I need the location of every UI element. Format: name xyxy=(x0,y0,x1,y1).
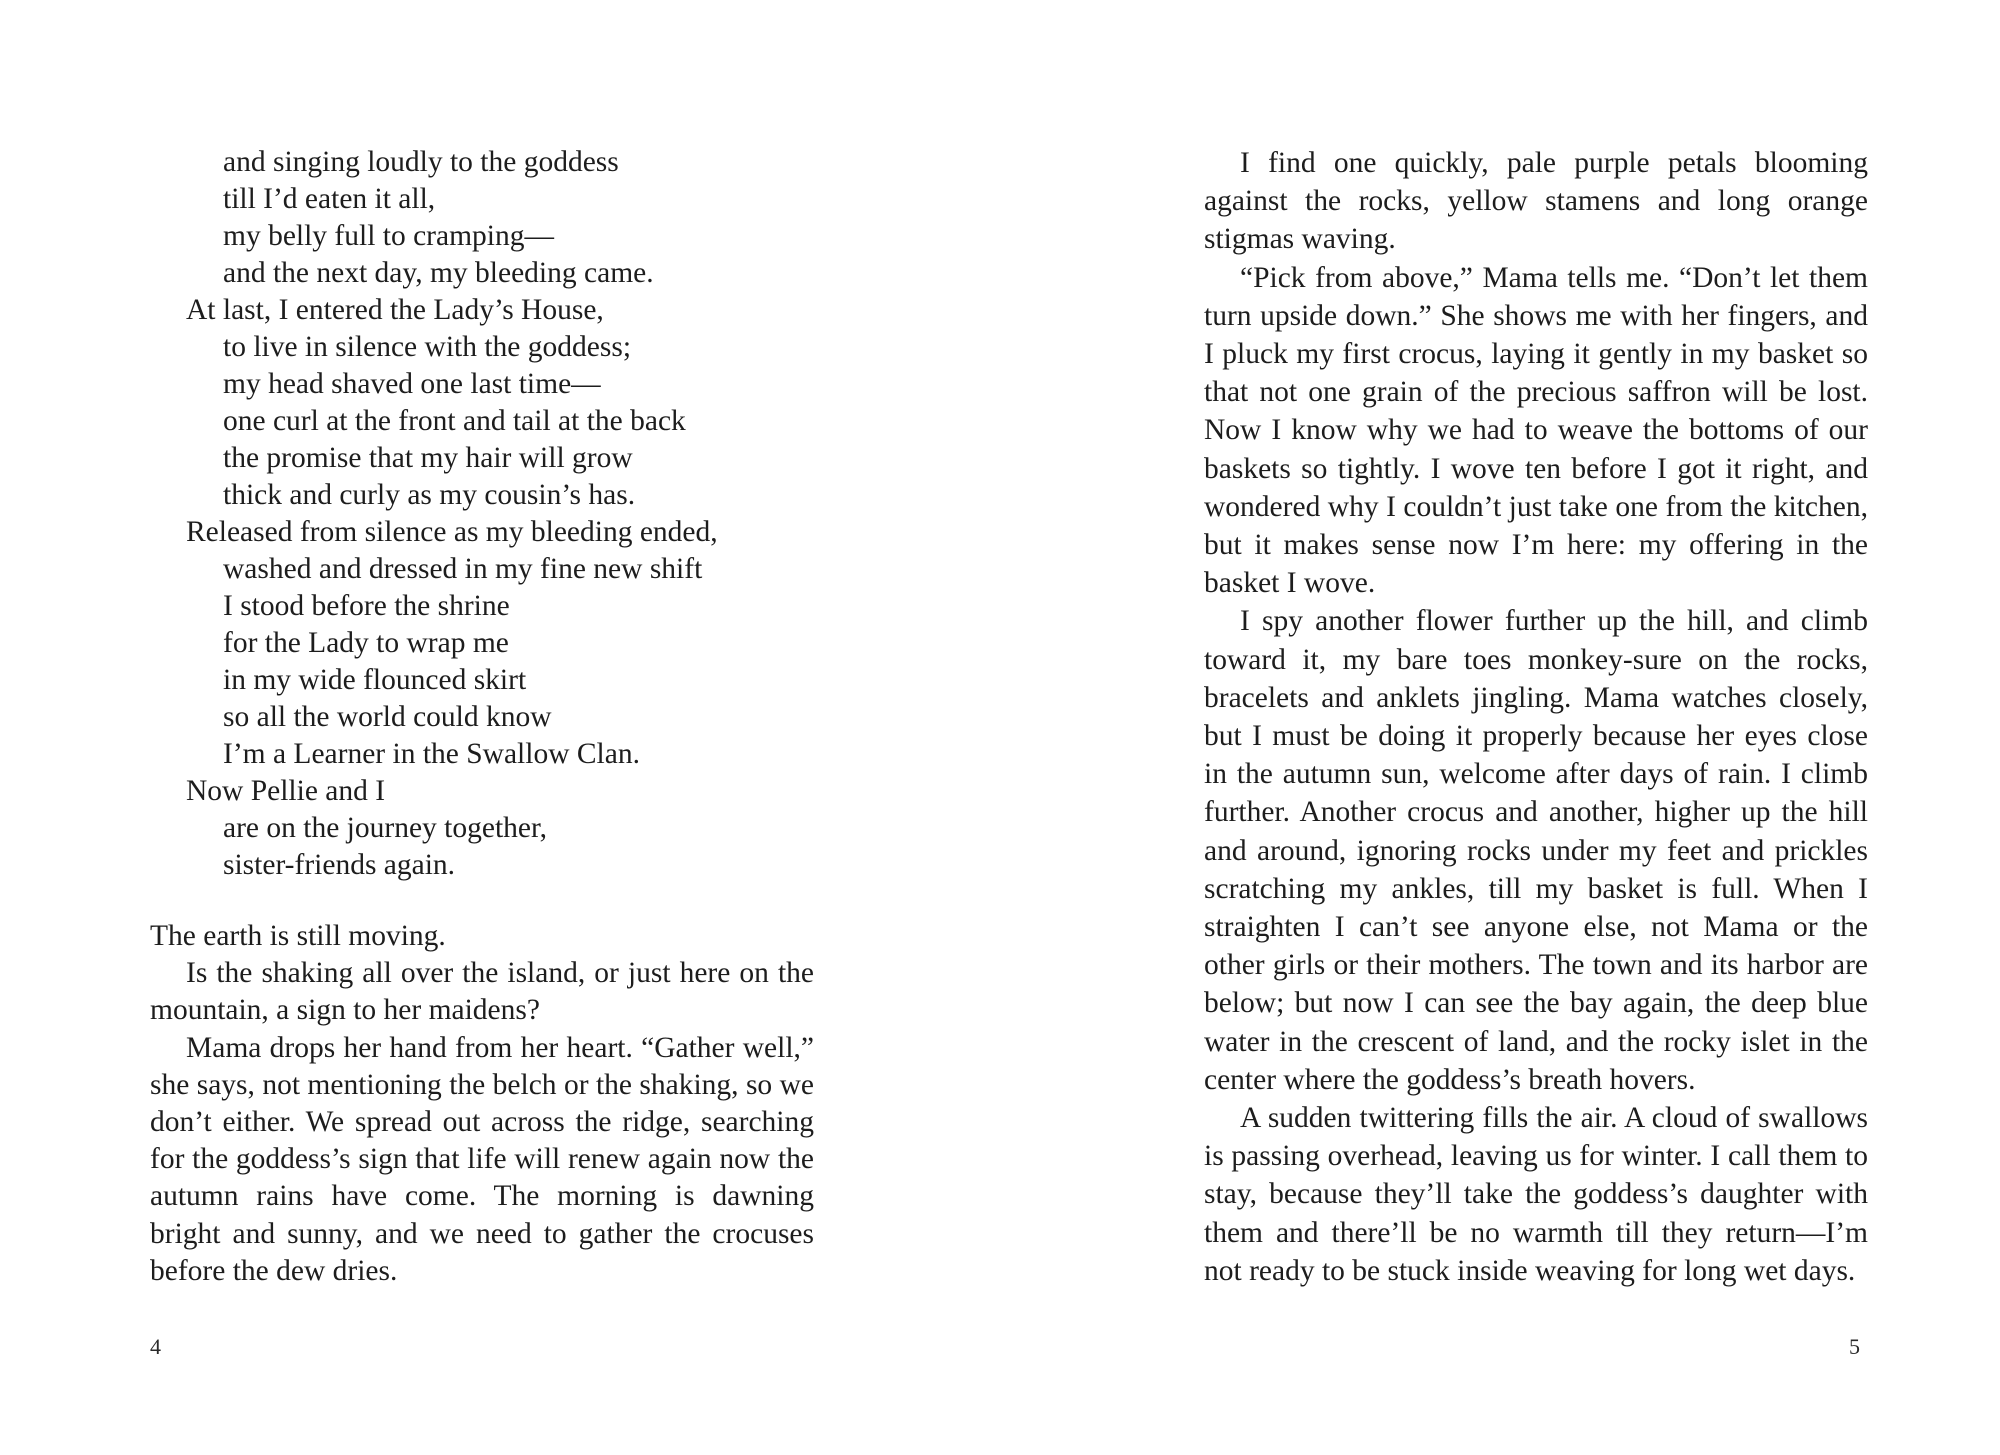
poem-line: my belly full to cramping— xyxy=(223,220,554,252)
poem-line: till I’d eaten it all, xyxy=(223,183,436,215)
paragraph: A sudden twittering fills the air. A cloud of swallows is passing overhead, leaving us for winter. I call them to stay, because they’ll take the goddess’s daughter with them and there’ll be no warmth till they return—I’m not ready to be stuck inside weaving for long wet days. xyxy=(1204,1102,1868,1287)
poem-line: sister-friends again. xyxy=(223,849,456,881)
paragraph: The earth is still moving. xyxy=(150,920,446,952)
paragraph: Is the shaking all over the island, or just here on the mountain, a sign to her maidens? xyxy=(150,957,814,1027)
poem-line: Released from silence as my bleeding ended, xyxy=(186,516,718,548)
paragraph: Mama drops her hand from her heart. “Gather well,” she says, not mentioning the belch or the shaking, so we don’t either. We spread out across the ridge, searching for the goddess’s sign that life will renew again now the autumn rains have come. The morning is dawning bright and sunny, and we need to gather the crocuses before the dew dries. xyxy=(150,1031,814,1287)
right-page xyxy=(1000,0,2000,1455)
paragraph: I spy another flower further up the hill, and climb toward it, my bare toes monkey-sure on the rocks, bracelets and anklets jingling. Mama watches closely, but I must be doing it properly because her eyes close in the autumn sun, welcome after days of rain. I climb further. Another crocus and another, higher up the hill and around, ignoring rocks under my feet and prickles scratching my ankles, till my basket is full. When I straighten I can’t see anyone else, not Mama or the other girls or their mothers. The town and its harbor are below; but now I can see the bay again, the deep blue water in the crescent of land, and the rocky islet in the center where the goddess’s breath hovers. xyxy=(1204,605,1868,1096)
page-number-left: 4 xyxy=(150,1334,161,1359)
poem-line: Now Pellie and I xyxy=(186,775,386,807)
paragraph: “Pick from above,” Mama tells me. “Don’t let them turn upside down.” She shows me with her fingers, and I pluck my first crocus, laying it gently in my basket so that not one grain of the precious saffron will be lost. Now I know why we had to weave the bottoms of our baskets so tightly. I wove ten before I got it right, and wondered why I couldn’t just take one from the kitchen, but it makes sense now I’m here: my offering in the basket I wove. xyxy=(1204,261,1868,600)
poem-line: the promise that my hair will grow xyxy=(223,442,633,474)
page-number-right: 5 xyxy=(1849,1334,1860,1359)
poem-line: thick and curly as my cousin’s has. xyxy=(223,479,636,511)
poem-block xyxy=(186,144,886,884)
poem-line: are on the journey together, xyxy=(223,812,548,844)
right-prose xyxy=(1204,144,1868,1290)
poem-line: washed and dressed in my fine new shift xyxy=(223,553,703,585)
poem-line: At last, I entered the Lady’s House, xyxy=(186,294,604,326)
poem-line: for the Lady to wrap me xyxy=(223,627,509,659)
poem-line: I’m a Learner in the Swallow Clan. xyxy=(223,738,640,770)
paragraph: I find one quickly, pale purple petals blooming against the rocks, yellow stamens and long orange stigmas waving. xyxy=(1204,147,1868,256)
poem-line: so all the world could know xyxy=(223,701,552,733)
poem-line: my head shaved one last time— xyxy=(223,368,601,400)
poem-line: in my wide flounced skirt xyxy=(223,664,527,696)
poem-line: one curl at the front and tail at the back xyxy=(223,405,686,437)
poem-line: to live in silence with the goddess; xyxy=(223,331,632,363)
poem-line: and the next day, my bleeding came. xyxy=(223,257,654,289)
poem-line: I stood before the shrine xyxy=(223,590,510,622)
poem-line: and singing loudly to the goddess xyxy=(223,146,619,178)
left-prose xyxy=(150,918,814,1290)
